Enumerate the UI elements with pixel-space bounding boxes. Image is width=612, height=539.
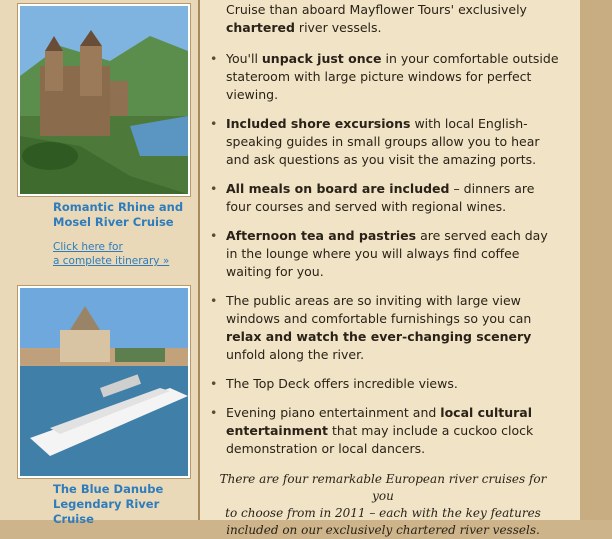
feature-item	[210, 180, 560, 216]
feature-post: are served each day in the lounge where you will always find coffee waiting for you.	[226, 228, 548, 279]
rhine-castle-photo[interactable]	[18, 4, 190, 196]
feature-item	[210, 115, 560, 169]
feature-item	[210, 375, 560, 393]
danube-title-line1: The Blue Danube	[53, 482, 164, 496]
feature-bold: All meals on board are included	[226, 181, 450, 196]
closing-line1: There are four remarkable European river cruises for you	[219, 472, 547, 503]
feature-item	[210, 292, 560, 364]
rhine-itinerary-link[interactable]	[53, 240, 193, 268]
danube-title-line2: Legendary River Cruise	[53, 497, 160, 526]
feature-bold: unpack just once	[261, 51, 382, 66]
feature-pre: Evening piano entertainment and	[226, 405, 441, 420]
closing-line3: included on our exclusively chartered river vessels.	[226, 523, 540, 537]
intro-line1: Cruise than aboard Mayflower Tours' exclusively	[226, 2, 527, 17]
rhine-title-line2: Mosel River Cruise	[53, 215, 174, 229]
feature-bold: relax and watch the ever-changing scenery	[226, 329, 532, 344]
feature-item	[210, 50, 560, 104]
column-divider	[198, 0, 200, 520]
feature-item	[210, 227, 560, 281]
link-line1[interactable]: Click here for	[53, 241, 123, 253]
feature-post: – dinners are four courses and served with regional wines.	[226, 181, 535, 214]
rhine-cruise-title	[53, 200, 193, 230]
feature-post: unfold along the river.	[226, 347, 365, 362]
intro-bold: chartered	[226, 20, 295, 35]
feature-post: with local English-speaking guides in small groups allow you to hear and ask questions as you visit the amazing ports.	[226, 116, 540, 167]
right-margin	[580, 0, 612, 520]
link-line2[interactable]: a complete itinerary »	[53, 255, 170, 267]
danube-cruise-title	[53, 482, 193, 527]
feature-list	[210, 50, 560, 469]
feature-item	[210, 404, 560, 458]
feature-pre: The Top Deck offers incredible views.	[226, 376, 458, 391]
closing-statement	[208, 471, 558, 539]
feature-pre: The public areas are so inviting with large view windows and comfortable furnishings so you can	[226, 293, 532, 326]
feature-bold: Afternoon tea and pastries	[226, 228, 417, 243]
danube-ship-photo[interactable]	[18, 286, 190, 478]
intro-text	[226, 1, 566, 37]
intro-rest: river vessels.	[294, 20, 382, 35]
feature-bold: local cultural entertainment	[226, 405, 532, 438]
feature-post: that may include a cuckoo clock demonstration or local dancers.	[226, 423, 534, 456]
closing-line2: to choose from in 2011 – each with the key features	[225, 506, 541, 520]
feature-bold: Included shore excursions	[226, 116, 411, 131]
rhine-title-line1: Romantic Rhine and	[53, 200, 184, 214]
feature-post: in your comfortable outside stateroom with large picture windows for perfect viewing.	[226, 51, 559, 102]
feature-pre: You'll	[226, 51, 262, 66]
intro-line2	[226, 19, 566, 37]
